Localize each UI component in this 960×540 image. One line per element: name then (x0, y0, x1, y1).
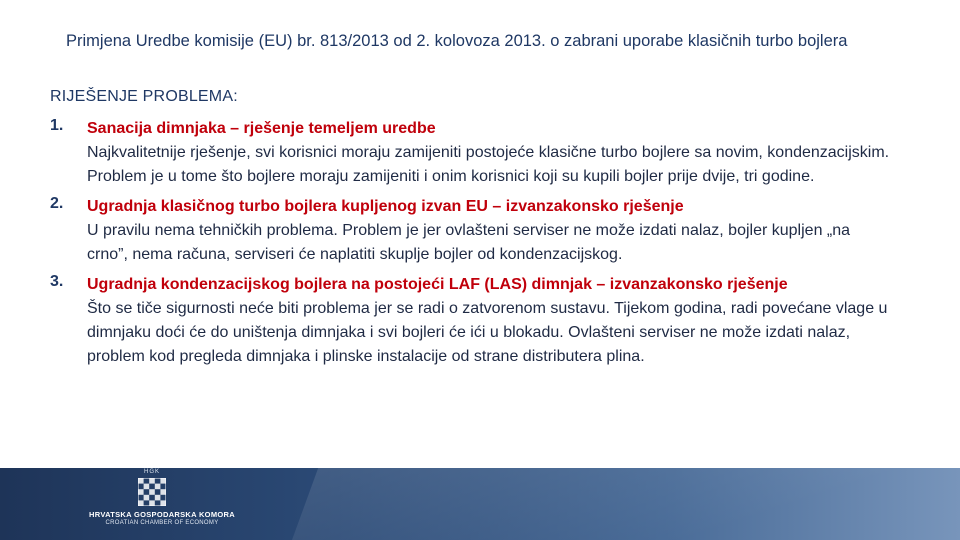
item-number: 3. (50, 273, 64, 290)
item-heading: Ugradnja kondenzacijskog bojlera na postojeći LAF (LAS) dimnjak – izvanzakonsko rješenje (87, 276, 788, 293)
logo-name: HRVATSKA GOSPODARSKA KOMORA (89, 510, 235, 519)
item-number: 1. (50, 117, 64, 134)
chamber-logo (82, 469, 242, 534)
item-heading: Ugradnja klasičnog turbo bojlera kupljenog izvan EU – izvanzakonsko rješenje (87, 198, 684, 215)
item-text: U pravilu nema tehničkih problema. Problem je jer ovlašteni serviser ne može izdati nalaz, bojler kupljen „na crno”, nema računa, serviseri će naplatiti skuplje bojler od kondenzacijskog. (87, 222, 851, 263)
list-item (50, 273, 930, 369)
slide-title: Primjena Uredbe komisije (EU) br. 813/2013 od 2. kolovoza 2013. o zabrani uporabe klasičnih turbo bojlera (66, 32, 848, 50)
logo-abbreviation: HGK (143, 469, 160, 475)
item-text: Što se tiče sigurnosti neće biti problema jer se radi o zatvorenom sustavu. Tijekom godina, radi povećane vlage u dimnjaku doći će do uništenja dimnjaka i svi bojleri će ići u blokadu. Ovlašteni serviser ne može izdati nalaz, problem kod pregleda dimnjaka i plinske instalacije od strane distributera plina. (87, 300, 888, 365)
checkerboard-crest-icon (138, 478, 166, 506)
solution-list (50, 117, 930, 375)
list-item (50, 117, 930, 189)
item-heading: Sanacija dimnjaka – rješenje temeljem uredbe (87, 120, 436, 137)
logo-subtitle: CROATIAN CHAMBER OF ECONOMY (105, 520, 219, 526)
section-heading: RIJEŠENJE PROBLEMA: (50, 88, 238, 105)
list-item (50, 195, 930, 267)
item-text: Najkvalitetnije rješenje, svi korisnici moraju zamijeniti postojeće klasične turbo bojlere sa novim, kondenzacijskim. Problem je u tome što bojlere moraju zamijeniti i onim korisnici koji su kupili bojler prije dvije, tri godine. (87, 144, 890, 185)
item-number: 2. (50, 195, 64, 212)
